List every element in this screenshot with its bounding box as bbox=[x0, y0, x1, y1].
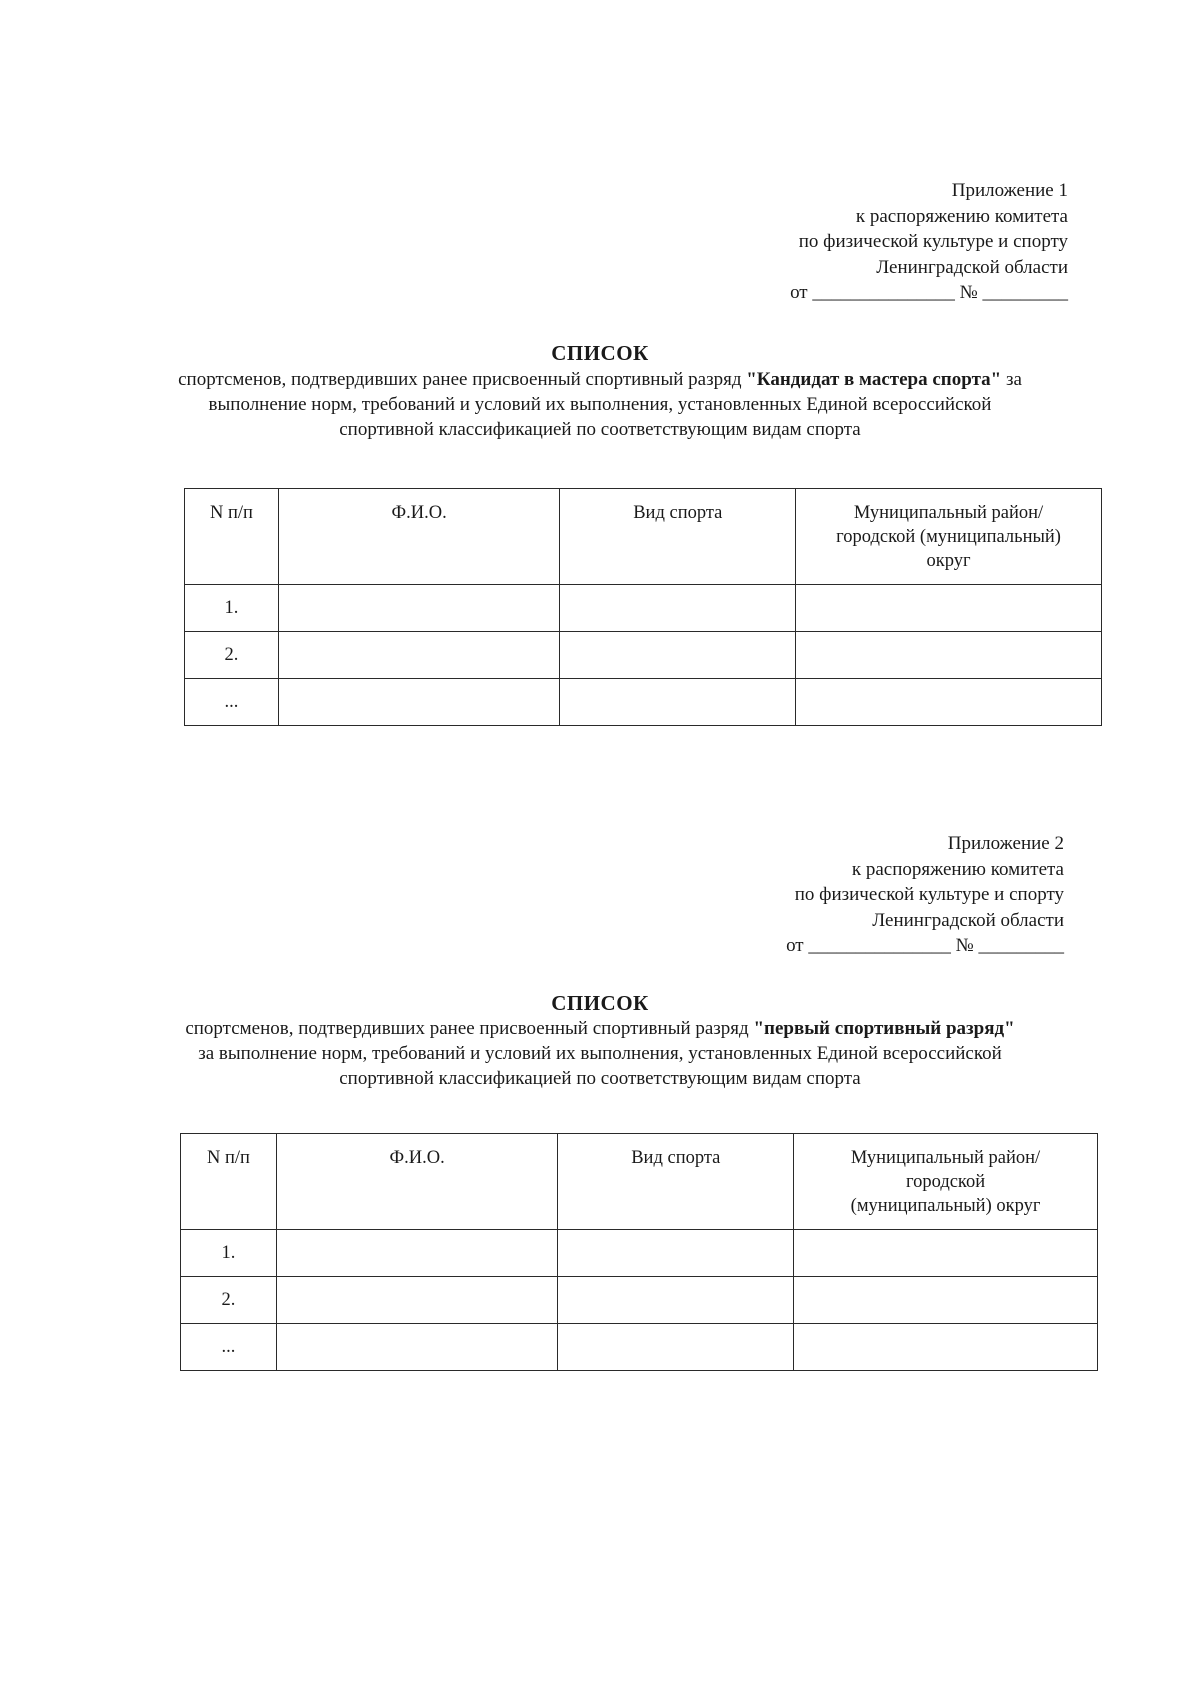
table-row bbox=[185, 679, 1102, 726]
row-number: 1. bbox=[181, 1230, 277, 1277]
list-1-description-line-3: спортивной классификацией по соответствующим видам спорта bbox=[339, 419, 861, 440]
list-1-description-line-1 bbox=[0, 367, 1200, 392]
table-row bbox=[185, 632, 1102, 679]
list-2-table bbox=[180, 1133, 1098, 1371]
cell-full-name bbox=[276, 1230, 558, 1277]
column-header-number: N п/п bbox=[185, 489, 279, 585]
list-2-description bbox=[0, 1016, 1200, 1091]
appendix-2-title: Приложение 2 bbox=[947, 833, 1064, 854]
list-2-description-line-1 bbox=[0, 1016, 1200, 1041]
appendix-2-date-number-line: от _______________ № _________ bbox=[786, 935, 1064, 956]
column-header-full-name: Ф.И.О. bbox=[278, 489, 560, 585]
appendix-1-date-number-line: от _______________ № _________ bbox=[790, 282, 1068, 303]
cell-sport bbox=[558, 1230, 794, 1277]
table-header-row bbox=[181, 1134, 1098, 1230]
list-1-description-text: спортсменов, подтвердивших ранее присвоенный спортивный разряд bbox=[178, 369, 747, 390]
cell-municipality bbox=[794, 1324, 1098, 1371]
column-header-full-name: Ф.И.О. bbox=[276, 1134, 558, 1230]
table-row bbox=[185, 585, 1102, 632]
row-number: 2. bbox=[185, 632, 279, 679]
row-number: ... bbox=[181, 1324, 277, 1371]
cell-municipality bbox=[796, 585, 1102, 632]
column-header-sport: Вид спорта bbox=[558, 1134, 794, 1230]
appendix-1-order-line: к распоряжению комитета bbox=[855, 205, 1068, 227]
list-2-description-line-2: за выполнение норм, требований и условий их выполнения, установленных Единой всероссийской bbox=[198, 1043, 1002, 1064]
cell-sport bbox=[560, 632, 796, 679]
row-number: ... bbox=[185, 679, 279, 726]
appendix-1-header bbox=[790, 178, 1068, 306]
list-2-description-line-3: спортивной классификацией по соответствующим видам спорта bbox=[339, 1068, 861, 1089]
appendix-2-order-line: к распоряжению комитета bbox=[851, 858, 1064, 880]
cell-sport bbox=[558, 1324, 794, 1371]
cell-municipality bbox=[794, 1230, 1098, 1277]
appendix-1-region-line: Ленинградской области bbox=[876, 256, 1068, 278]
cell-full-name bbox=[278, 632, 560, 679]
row-number: 2. bbox=[181, 1277, 277, 1324]
cell-sport bbox=[560, 585, 796, 632]
row-number: 1. bbox=[185, 585, 279, 632]
cell-sport bbox=[558, 1277, 794, 1324]
appendix-2-region-line: Ленинградской области bbox=[872, 909, 1064, 931]
appendix-2-committee-line: по физической культуре и спорту bbox=[794, 884, 1064, 905]
cell-full-name bbox=[278, 585, 560, 632]
cell-sport bbox=[560, 679, 796, 726]
cell-municipality bbox=[794, 1277, 1098, 1324]
column-header-municipality: Муниципальный район/городской (муниципальный) округ bbox=[794, 1134, 1098, 1230]
table-row bbox=[181, 1230, 1098, 1277]
cell-municipality bbox=[796, 679, 1102, 726]
appendix-1-title: Приложение 1 bbox=[951, 180, 1068, 201]
list-1-heading: СПИСОК bbox=[551, 341, 649, 365]
cell-full-name bbox=[278, 679, 560, 726]
list-1-description-line-2: выполнение норм, требований и условий их выполнения, установленных Единой всероссийской bbox=[208, 394, 992, 415]
list-1-table bbox=[184, 488, 1102, 726]
list-1-rank-name: "Кандидат в мастера спорта" bbox=[746, 369, 1002, 390]
list-1-description bbox=[0, 367, 1200, 442]
table-row bbox=[181, 1277, 1098, 1324]
appendix-2-header bbox=[786, 831, 1064, 959]
column-header-municipality: Муниципальный район/городской (муниципальный) округ bbox=[796, 489, 1102, 585]
cell-municipality bbox=[796, 632, 1102, 679]
table-header-row bbox=[185, 489, 1102, 585]
column-header-sport: Вид спорта bbox=[560, 489, 796, 585]
appendix-1-committee-line: по физической культуре и спорту bbox=[798, 231, 1068, 252]
cell-full-name bbox=[276, 1277, 558, 1324]
table-row bbox=[181, 1324, 1098, 1371]
list-1-description-text-end: за bbox=[1001, 369, 1022, 390]
list-2-description-text: спортсменов, подтвердивших ранее присвоенный спортивный разряд bbox=[185, 1018, 754, 1039]
list-2-rank-name: "первый спортивный разряд" bbox=[753, 1018, 1015, 1039]
cell-full-name bbox=[276, 1324, 558, 1371]
column-header-number: N п/п bbox=[181, 1134, 277, 1230]
list-2-heading: СПИСОК bbox=[551, 991, 649, 1015]
